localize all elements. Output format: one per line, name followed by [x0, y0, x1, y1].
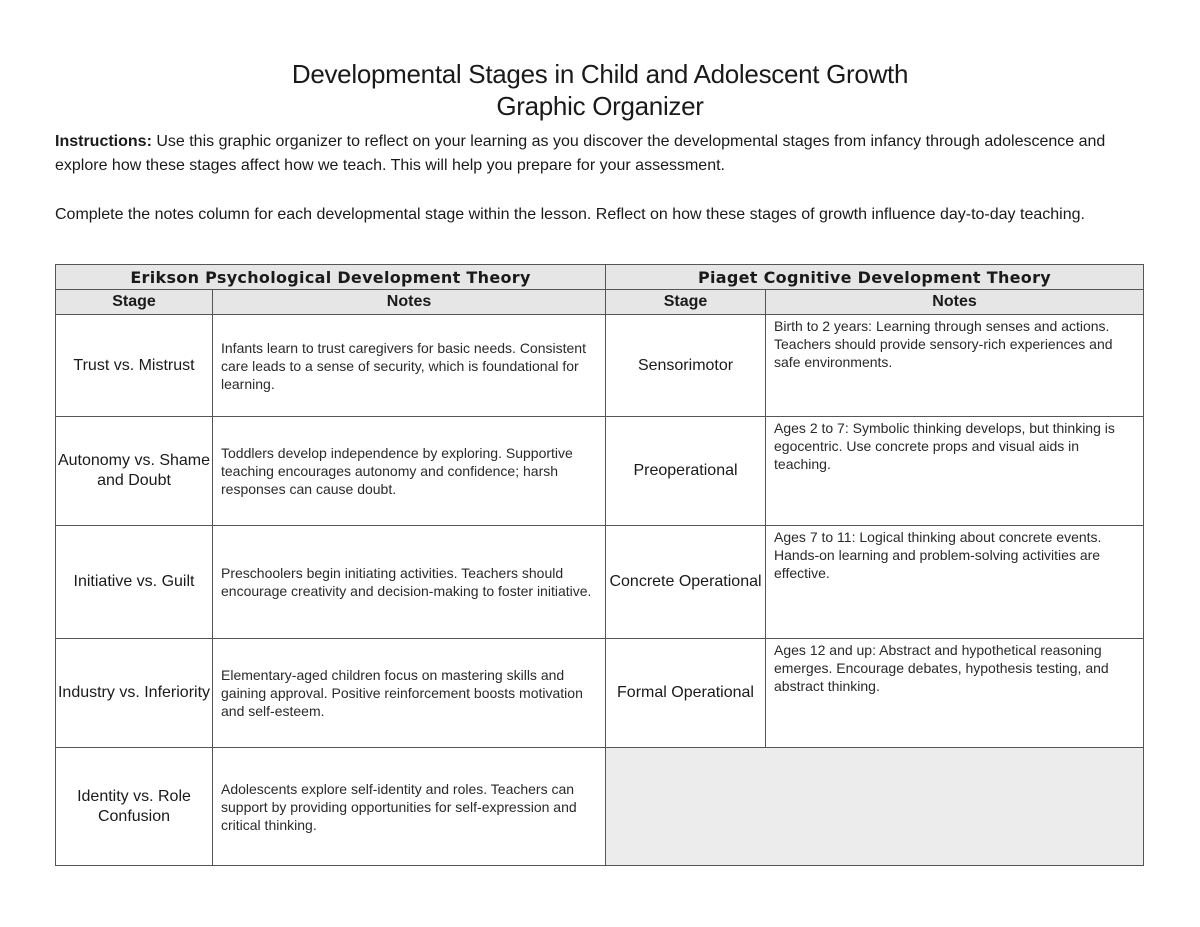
- table-row: [56, 417, 1144, 526]
- erikson-stage-header: Stage: [56, 290, 213, 315]
- page-title: [0, 58, 1200, 122]
- erikson-notes-cell[interactable]: Toddlers develop independence by exploring. Supportive teaching encourages autonomy and confidence; harsh responses can cause doubt.: [213, 417, 606, 526]
- piaget-stage-cell: Preoperational: [606, 417, 766, 526]
- piaget-notes-cell[interactable]: Ages 2 to 7: Symbolic thinking develops, but thinking is egocentric. Use concrete props and visual aids in teaching.: [766, 417, 1144, 526]
- title-line-1: Developmental Stages in Child and Adolescent Growth: [291, 59, 909, 89]
- erikson-notes-cell[interactable]: Adolescents explore self-identity and roles. Teachers can support by providing opportunities for self-expression and critical thinking.: [213, 748, 606, 866]
- complete-paragraph: Complete the notes column for each developmental stage within the lesson. Reflect on how these stages of growth influence day-to-day teaching.: [55, 206, 1085, 223]
- table-row: [56, 748, 1144, 866]
- table-row: [56, 315, 1144, 417]
- piaget-notes-cell[interactable]: Birth to 2 years: Learning through senses and actions. Teachers should provide sensory-rich experiences and safe environments.: [766, 315, 1144, 417]
- piaget-notes-cell[interactable]: Ages 7 to 11: Logical thinking about concrete events. Hands-on learning and problem-solving activities are effective.: [766, 526, 1144, 639]
- title-line-2: Graphic Organizer: [496, 91, 704, 121]
- piaget-header: Piaget Cognitive Development Theory: [606, 265, 1144, 290]
- table-row: [56, 639, 1144, 748]
- erikson-stage-cell: Trust vs. Mistrust: [56, 315, 213, 417]
- piaget-notes-header: Notes: [766, 290, 1144, 315]
- instructions-label: Instructions:: [55, 133, 152, 150]
- instructions-paragraph: [55, 130, 1145, 178]
- piaget-notes-cell[interactable]: Ages 12 and up: Abstract and hypothetical reasoning emerges. Encourage debates, hypothesis testing, and abstract thinking.: [766, 639, 1144, 748]
- erikson-notes-header: Notes: [213, 290, 606, 315]
- table-row: [56, 526, 1144, 639]
- erikson-stage-cell: Autonomy vs. Shame and Doubt: [56, 417, 213, 526]
- column-header-row: [56, 290, 1144, 315]
- piaget-stage-header: Stage: [606, 290, 766, 315]
- erikson-header: Erikson Psychological Development Theory: [56, 265, 606, 290]
- empty-shaded-cell: [606, 748, 1144, 866]
- erikson-stage-cell: Identity vs. Role Confusion: [56, 748, 213, 866]
- graphic-organizer-table: [55, 264, 1144, 866]
- piaget-stage-cell: Formal Operational: [606, 639, 766, 748]
- theory-header-row: [56, 265, 1144, 290]
- instructions-text: Use this graphic organizer to reflect on your learning as you discover the developmental stages from infancy through adolescence and explore how these stages affect how we teach. This will help you prepare for your assessment.: [55, 133, 1106, 174]
- erikson-stage-cell: Industry vs. Inferiority: [56, 639, 213, 748]
- piaget-stage-cell: Concrete Operational: [606, 526, 766, 639]
- erikson-notes-cell[interactable]: Infants learn to trust caregivers for basic needs. Consistent care leads to a sense of security, which is foundational for learning.: [213, 315, 606, 417]
- erikson-notes-cell[interactable]: Preschoolers begin initiating activities. Teachers should encourage creativity and decision-making to foster initiative.: [213, 526, 606, 639]
- erikson-stage-cell: Initiative vs. Guilt: [56, 526, 213, 639]
- erikson-notes-cell[interactable]: Elementary-aged children focus on mastering skills and gaining approval. Positive reinforcement boosts motivation and self-esteem.: [213, 639, 606, 748]
- piaget-stage-cell: Sensorimotor: [606, 315, 766, 417]
